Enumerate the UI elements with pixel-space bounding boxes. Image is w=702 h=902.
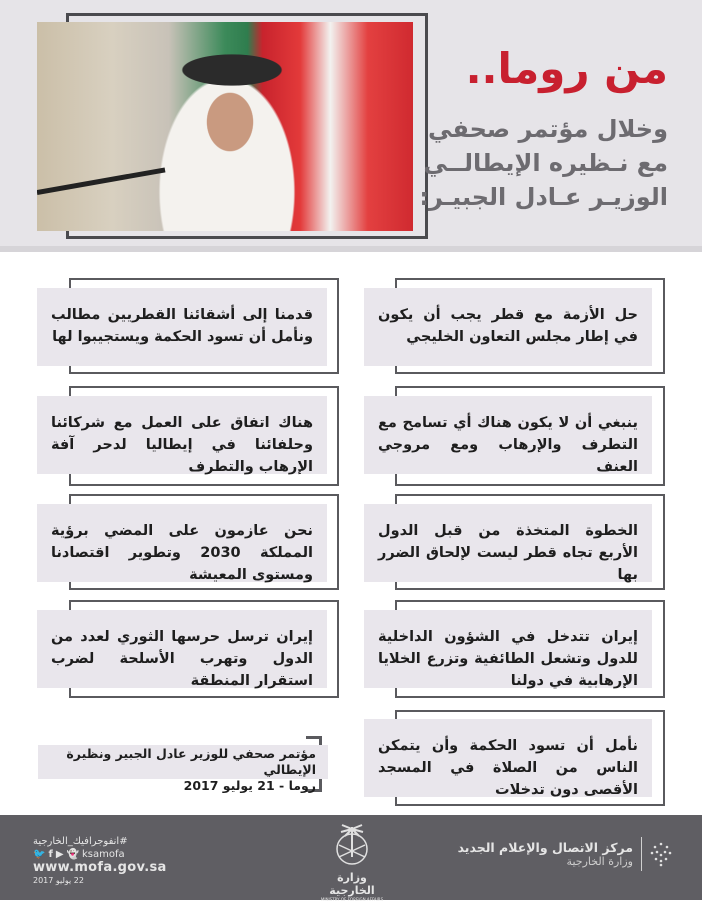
subtitle-line: مع نـظيره الإيطالــي [423,149,668,177]
source-date: روما - 21 يوليو 2017 [183,778,316,793]
social-handle[interactable]: ksamofa [81,849,125,860]
center-branding [458,837,672,871]
facebook-icon[interactable]: f [48,849,53,860]
quote-text: إيران ترسل حرسها الثوري لعدد من الدول وتهرب الأسلحة لضرب استقرار المنطقة [37,610,327,688]
hashtag[interactable]: #انفوجرافيك_الخارجية [33,836,128,847]
subtitle-line: الوزيـر عـادل الجبيـر: [419,183,668,211]
source-line: مؤتمر صحفي للوزير عادل الجبير ونظيرة الإيطالي [66,746,316,777]
footer [0,815,702,900]
emblem-arabic: وزارة الخارجية [329,871,375,897]
website-link[interactable]: www.mofa.gov.sa [33,860,167,875]
center-logo-icon [650,841,672,867]
emblem-english: MINISTRY OF FOREIGN AFFAIRS [320,897,384,902]
quote-text: قدمنا إلى أشقائنا القطريين مطالب ونأمل أن تسود الحكمة ويستجيبوا لها [37,288,327,366]
page-subtitle [368,112,668,214]
youtube-icon[interactable]: ▶ [55,849,64,860]
quote-text: نأمل أن تسود الحكمة وأن يتمكن الناس من الصلاة في المسجد الأقصى دون تدخلات [364,719,652,797]
divider [641,837,642,871]
twitter-icon[interactable]: 🐦 [33,849,46,860]
quote-text: ينبغي أن لا يكون هناك أي تسامح مع التطرف والإرهاب ومع مروجي العنف [364,396,652,474]
ministry-emblem [318,823,386,902]
publish-date: 22 يوليو 2017 [33,876,84,885]
ministry-name: وزارة الخارجية [566,855,633,868]
header-banner [0,0,702,252]
quote-text: هناك اتفاق على العمل مع شركائنا وحلفائنا في إيطاليا لدحر آفة الإرهاب والتطرف [37,396,327,474]
quote-text: حل الأزمة مع قطر يجب أن يكون في إطار مجلس التعاون الخليجي [364,288,652,366]
palm-swords-icon [327,823,377,867]
minister-photo [37,22,413,231]
quote-text: إيران تتدخل في الشؤون الداخلية للدول وتشعل الطائفية وتزرع الخلايا الإرهابية في دولنا [364,610,652,688]
subtitle-line: وخلال مؤتمر صحفي [428,115,668,143]
quote-text: الخطوة المتخذة من قبل الدول الأربع تجاه قطر ليست لإلحاق الضرر بها [364,504,652,582]
center-text [458,840,633,868]
footer-social-block [33,835,167,887]
source-note [38,745,328,793]
center-name: مركز الاتصال والإعلام الجديد [457,840,633,855]
page-title: من روما.. [465,44,668,93]
microphone-graphic [37,167,165,194]
quote-text: نحن عازمون على المضي برؤية المملكة 2030 وتطوير اقتصادنا ومستوى المعيشة [37,504,327,582]
snapchat-icon[interactable]: 👻 [66,849,79,860]
